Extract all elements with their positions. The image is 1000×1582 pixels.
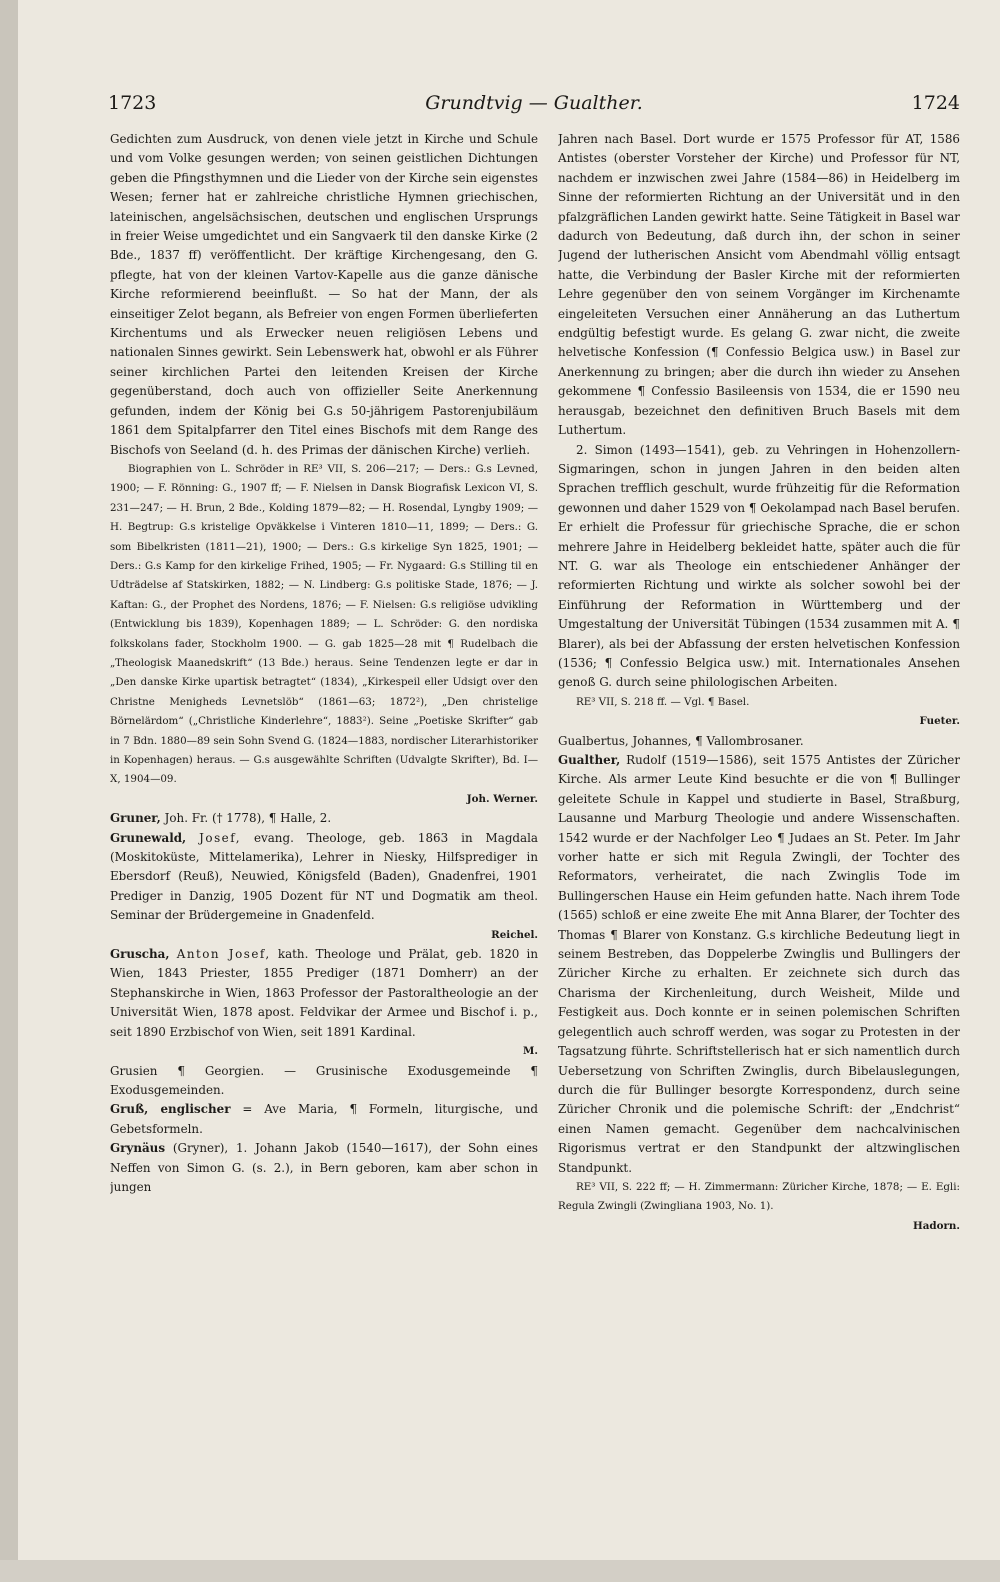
entry-gruscha [110,945,538,1042]
entry-grunewald [110,829,538,926]
grynaeus-johann-continuation: Jahren nach Basel. Dort wurde er 1575 Professor für AT, 1586 Antistes (oberster Vorsteher der Kirche) und Professor für NT, nachdem er inzwischen zwei Jahre (1584—86) in Heidelberg im Sinne der reformierten Richtung an der Universität und in den pfalzgräflichen Landen gewirkt hatte. Seine Tätigkeit in Basel war dadurch von Bedeutung, daß durch ihn, der schon in seiner Jugend der lutherischen Ansicht vom Abendmahl völlig entsagt hatte, die Verbindung der Basler Kirche mit der reformierten Lehre gegenüber den von seinem Vorgänger im Kirchenamte eingeleiteten Versuchen einer Annäherung an das Luthertum endgültig befestigt wurde. Es gelang G. zwar nicht, die zweite helvetische Konfession (¶ Confessio Belgica usw.) in Basel zur Anerkennung zu bringen; aber die durch ihn wieder zu Ansehen gekommene ¶ Confessio Basileensis von 1534, die er 1590 neu herausgab, bezeichnet den definitiven Bruch Basels mit dem Luthertum. [558,132,960,438]
lemma: Gruner, [110,811,161,826]
lemma: Gruscha, [110,947,170,962]
author-signature: Joh. Werner. [466,792,538,805]
entry-gualther [558,751,960,1178]
gualther-bibliography: RE³ VII, S. 222 ff; — H. Zimmermann: Züricher Kirche, 1878; — E. Egli: Regula Zwingli (Zwingliana 1903, No. 1). [558,1180,960,1213]
author-signature: Hadorn. [913,1219,960,1232]
right-column [558,130,960,1570]
lemma: Gruß, englischer [110,1102,231,1117]
lemma: Grunewald, [110,830,187,845]
author-signature: M. [523,1045,538,1058]
left-column [110,130,538,1570]
entry-gualbertus: Gualbertus, Johannes, ¶ Vallombrosaner. [558,733,804,748]
entry-gruss-englischer [110,1100,538,1139]
grynaeus-bibliography: RE³ VII, S. 218 ff. — Vgl. ¶ Basel. [576,695,750,708]
running-title: Grundtvig — Gualther. [425,92,643,114]
lemma: Gualther, [558,753,621,767]
author-signature: Reichel. [491,928,538,941]
entry-grynaeus [110,1139,538,1197]
author-signature: Fueter. [919,715,960,728]
entry-text: evang. Theologe, geb. 1863 in Magdala (Moskitoküste, Mittelamerika), Lehrer in Niesky, Hilfsprediger in Ebersdorf (Reuß), Neuwied, Königsfeld (Baden), Gnadenfrei, 1901 Prediger in Danzig, 1905 Dozent für NT und Dogmatik am theol. Seminar der Brüdergemeine in Gnadenfeld. [110,830,538,923]
entry-text: = Ave Maria, ¶ Formeln, liturgische, und Gebetsformeln. [110,1102,538,1136]
entry-text: Rudolf (1519—1586), seit 1575 Antistes der Züricher Kirche. Als armer Leute Kind besuchte er die von ¶ Bullinger geleitete Schule in Kappel und studierte in Basel, Straßburg, Lausanne und Marburg Theologie und andere Wissenschaften. 1542 wurde er der Nachfolger Leo ¶ Judaes an St. Peter. Im Jahr vorher hatte er sich mit Regula Zwingli, der Tochter des Reformators, verheiratet, die nach Zwinglis Tode im Bullingerschen Hause ein Heim gefunden hatte. Nach ihrem Tode (1565) schloß er eine zweite Ehe mit Anna Blarer, der Tochter des Thomas ¶ Blarer von Konstanz. G.s kirchliche Bedeutung liegt in seinem Bestreben, das Doppelerbe Zwinglis und Bullingers der Züricher Kirche zu erhalten. Er zeichnete sich durch das Charisma der Kirchenleitung, durch Weisheit, Milde und Festigkeit aus. Doch konnte er in seinen polemischen Schriften gelegentlich auch schroff werden, was sogar zu Protesten in der Tagsatzung führte. Schriftstellerisch hat er sich namentlich durch Uebersetzung von Schriften Zwinglis, durch Bibelauslegungen, durch die für Bullinger besorgte Korrespondenz, durch seine Züricher Chronik und die polemische Schrift: der „Endchrist“ einen Namen gemacht. Gegenüber dem nachcalvinischen Rigorismus vertrat er den Standpunkt der altzwinglischen Standpunkt. [558,753,960,1175]
entry-name: Josef, [199,830,241,845]
entry-text: kath. Theologe und Prälat, geb. 1820 in Wien, 1843 Priester, 1855 Prediger (1871 Domherr) an der Stephanskirche in Wien, 1863 Professor der Pastoraltheologie an der Universität Wien, 1878 apost. Feldvikar der Armee und Bischof i. p., seit 1890 Erzbischof von Wien, seit 1891 Kardinal. [110,947,538,1039]
page-header [108,84,960,124]
page-number-left: 1723 [108,92,157,114]
entry-gruner [110,809,538,828]
scan-border-left [0,0,18,1582]
grundtvig-text-continuation: Gedichten zum Ausdruck, von denen viele jetzt in Kirche und Schule und vom Volke gesungen werden; von seinen geistlichen Dichtungen geben die Pfingsthymnen und die Lieder von der Kirche sein eigenstes Wesen; ferner hat er zahlreiche christliche Hymnen griechischen, lateinischen, angelsächsischen, deutschen und englischen Ursprungs in freier Weise umgedichtet und ein Sangvaerk til den danske Kirke (2 Bde., 1837 ff) veröffentlicht. Der kräftige Kirchengesang, den G. pflegte, hat von der kleinen Vartov-Kapelle aus die ganze dänische Kirche reformierend beeinflußt. — So hat der Mann, der als einseitiger Zelot begann, als Befreier von engen Formen überlieferten Kirchentums und als Erwecker neuen religiösen Lebens und nationalen Sinnes gewirkt. Sein Lebenswerk hat, obwohl er als Führer seiner kirchlichen Partei den leitenden Kreisen der Kirche gegenüberstand, doch auch von offizieller Seite Anerkennung gefunden, indem der König bei G.s 50-jährigem Pastorenjubiläum 1861 dem Spitalpfarrer den Titel eines Bischofs mit dem Range des Bischofs von Seeland (d. h. des Primas der dänischen Kirche) verlieh. [110,132,538,457]
entry-text: Joh. Fr. († 1778), ¶ Halle, 2. [164,811,332,826]
scan-border-bottom [0,1560,1000,1582]
entry-name: Anton Josef, [176,947,271,962]
entry-text: (Gryner), 1. Johann Jakob (1540—1617), der Sohn eines Neffen von Simon G. (s. 2.), in Bern geboren, kam aber schon in jungen [110,1141,538,1194]
lemma: Grynäus [110,1141,166,1156]
grynaeus-simon: 2. Simon (1493—1541), geb. zu Vehringen in Hohenzollern-Sigmaringen, schon in jungen Jahren in den beiden alten Sprachen trefflich geschult, wurde frühzeitig für die Reformation gewonnen und daher 1529 von ¶ Oekolampad nach Basel berufen. Er erhielt die Professur für griechische Sprache, die er schon mehrere Jahre in Heidelberg bekleidet hatte, später auch die für NT. G. war als Theologe ein entschiedener Anhänger der reformierten Richtung und wirkte als solcher sowohl bei der Einführung der Reformation in Württemberg und der Umgestaltung der Universität Tübingen (1534 zusammen mit A. ¶ Blarer), als bei der Abfassung der ersten helvetischen Konfession (1536; ¶ Confessio Belgica usw.) mit. Internationales Ansehen genoß G. durch seine philologischen Arbeiten. [558,442,960,690]
page-number-right: 1724 [911,92,960,114]
entry-grusien: Grusien ¶ Georgien. — Grusinische Exodusgemeinde ¶ Exodusgemeinden. [110,1063,538,1097]
grundtvig-bibliography: Biographien von L. Schröder in RE³ VII, S. 206—217; — Ders.: G.s Levned, 1900; — F. Rönning: G., 1907 ff; — F. Nielsen in Dansk Biografisk Lexicon VI, S. 231—247; — H. Brun, 2 Bde., Kolding 1879—82; — H. Rosendal, Lyngby 1909; — H. Begtrup: G.s kristelige Opväkkelse i Vinteren 1810—11, 1899; — Ders.: G. som Bibelkristen (1811—21), 1900; — Ders.: G.s kirkelige Syn 1825, 1901; — Ders.: G.s Kamp for den kirkelige Frihed, 1905; — Fr. Nygaard: G.s Stilling til en Udträdelse af Statskirken, 1882; — N. Lindberg: G.s politiske Stade, 1876; — J. Kaftan: G., der Prophet des Nordens, 1876; — F. Nielsen: G.s religiöse udvikling (Entwicklung bis 1839), Kopenhagen 1889; — L. Schröder: G. den nordiska folkskolans fader, Stockholm 1900. — G. gab 1825—28 mit ¶ Rudelbach die „Theologisk Maanedskrift“ (13 Bde.) heraus. Seine Tendenzen legte er dar in „Den danske Kirke upartisk betragtet“ (1834), „Kirkespeil eller Udsigt over den Christne Menigheds Levnetslöb“ (1861—63; 1872²), „Den christelige Börnelärdom“ („Christliche Kinderlehre“, 1883²). Seine „Poetiske Skrifter“ gab in 7 Bdn. 1880—89 sein Sohn Svend G. (1824—1883, nordischer Literarhistoriker in Kopenhagen) heraus. — G.s ausgewählte Schriften (Udvalgte Skrifter), Bd. I—X, 1904—09. [110,462,538,786]
